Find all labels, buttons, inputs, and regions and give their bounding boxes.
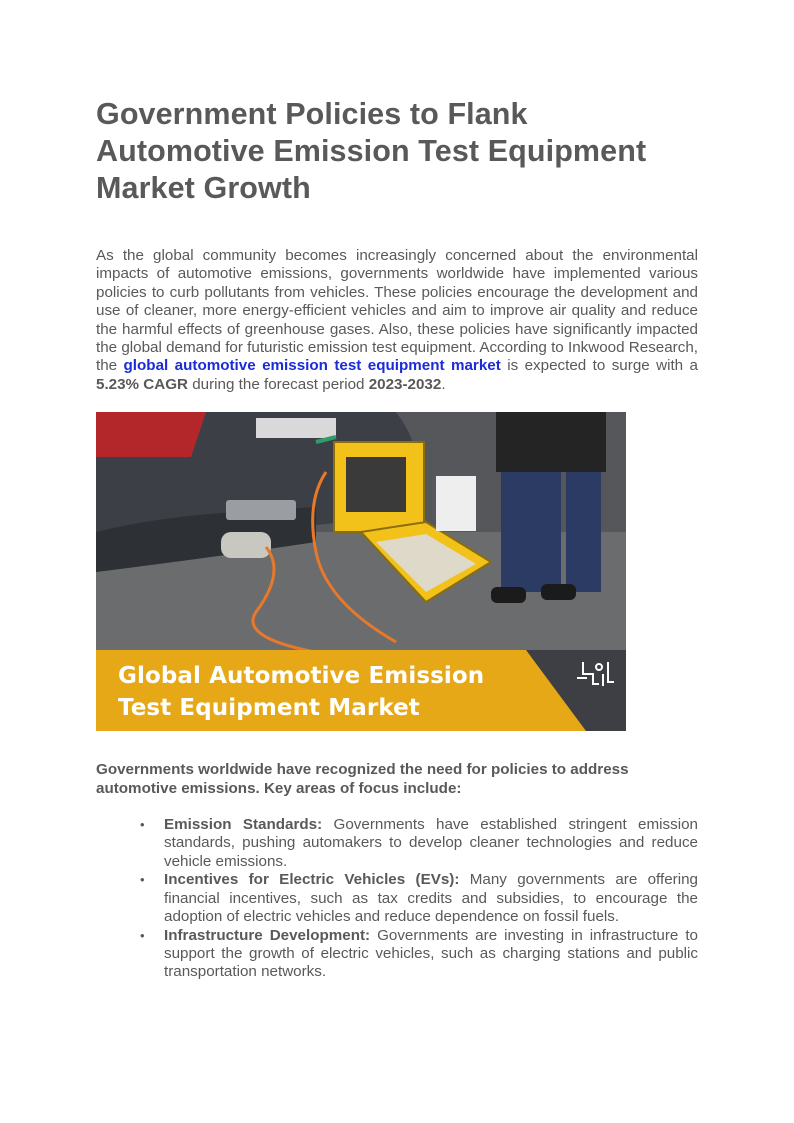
cagr-value: 5.23% CAGR [96,375,189,393]
intro-text-4: . [441,375,446,393]
list-item [96,816,698,871]
intro-text-2: is expected to surge with a [500,357,698,375]
intro-text-3: during the forecast period [188,375,369,393]
bullet-term: Emission Standards: [164,816,323,834]
title-line-3: Market Growth [96,171,311,205]
bullet-term: Infrastructure Development: [164,926,371,944]
list-item [96,871,698,926]
bullet-marker: • [140,817,145,833]
document-page [96,96,698,982]
bullet-marker: • [140,872,145,888]
bullet-text: Governments have established stringent emission standards, pushing automakers to develop cleaner technologies and reduce vehicle emissions. [164,816,698,870]
intro-paragraph [96,247,698,394]
banner-line-1: Global Automotive Emission [118,663,485,690]
bullet-term: Incentives for Electric Vehicles (EVs): [164,871,460,889]
market-hero-image [96,412,626,731]
image-banner-text [118,660,484,724]
title-line-2: Automotive Emission Test Equipment [96,134,647,168]
intro-text-1: As the global community becomes increasingly concerned about the environmental impacts of automotive emissions, governments worldwide have implemented various policies to curb pollutants from vehicles. These policies encourage the development and use of cleaner, more energy-efficient vehicles and aim to improve air quality and reduce the harmful effects of greenhouse gases. Also, these policies have significantly impacted the global demand for futuristic emission test equipment. According to Inkwood Research, the [96,247,698,375]
title-line-1: Government Policies to Flank [96,97,528,131]
forecast-period: 2023-2032 [368,375,442,393]
market-report-link[interactable]: global automotive emission test equipment market [123,357,501,375]
bullet-text: Many governments are offering financial incentives, such as tax credits and subsidies, to encourage the adoption of electric vehicles and reduce dependence on fossil fuels. [164,871,698,926]
list-item [96,927,698,982]
focus-areas-heading: Governments worldwide have recognized the need for policies to address automotive emissions. Key areas of focus include: [96,761,629,797]
bullet-text: Governments are investing in infrastructure to support the growth of electric vehicles, such as charging stations and public transportation networks. [164,926,698,981]
page-title [96,96,698,207]
focus-areas-list [96,816,698,982]
banner-line-2: Test Equipment Market [118,695,420,722]
bullet-marker: • [140,927,145,943]
